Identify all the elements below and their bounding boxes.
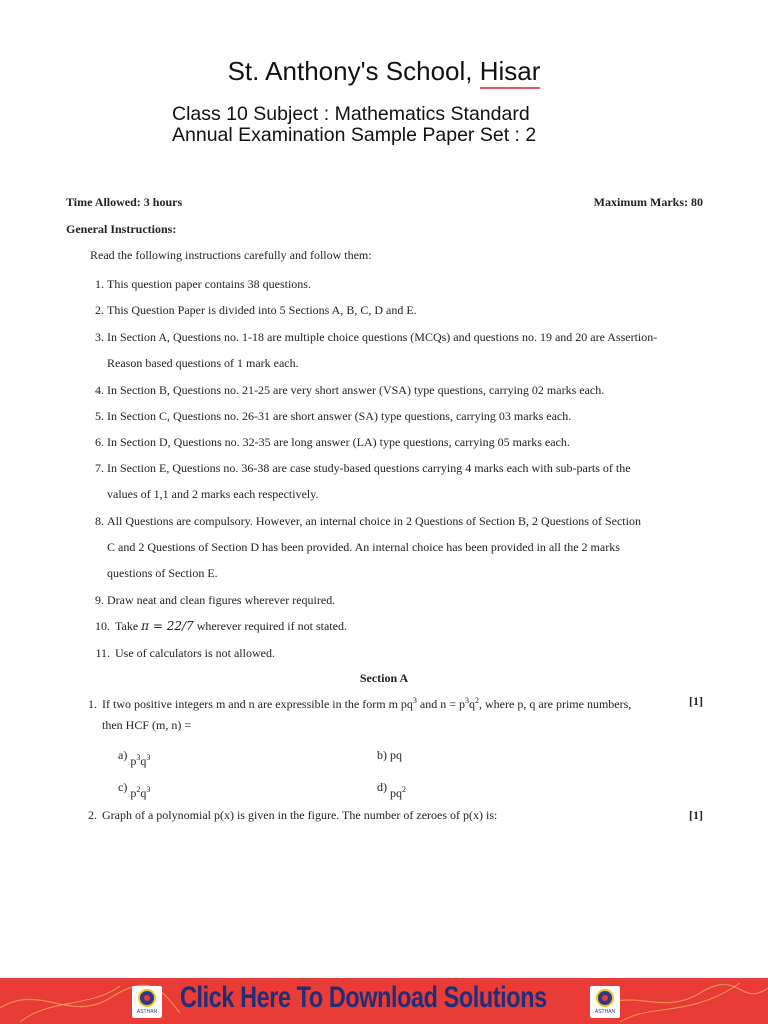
q1-exp-a: 3 bbox=[412, 696, 417, 705]
instruction-number: 7. bbox=[95, 461, 104, 475]
instruction-text: questions of Section E. bbox=[107, 566, 218, 580]
exp: 3 bbox=[146, 753, 151, 762]
q1-text-d: , where p, q are prime numbers, bbox=[479, 697, 632, 711]
school-logo-icon bbox=[590, 986, 620, 1018]
download-solutions-banner[interactable] bbox=[0, 978, 768, 1024]
exp: 2 bbox=[136, 785, 141, 794]
exp: 3 bbox=[136, 753, 141, 762]
option-label: a) bbox=[118, 748, 128, 762]
exp: 3 bbox=[146, 785, 151, 794]
instruction-number: 4. bbox=[95, 383, 104, 397]
pi-formula: π = 22/7 bbox=[141, 619, 194, 633]
instruction-text: values of 1,1 and 2 marks each respectively. bbox=[107, 487, 319, 501]
option-value bbox=[390, 786, 406, 800]
instruction-text: In Section E, Questions no. 36-38 are case study-based questions carrying 4 marks each with sub-parts of the bbox=[107, 461, 631, 475]
option-value: pq bbox=[390, 748, 402, 762]
instruction-number: 3. bbox=[95, 330, 104, 344]
instruction-number: 10. bbox=[95, 619, 110, 633]
instruction-number: 2. bbox=[95, 303, 104, 317]
download-solutions-link[interactable]: Click Here To Download Solutions bbox=[180, 981, 547, 1014]
option-a bbox=[118, 748, 151, 768]
instruction-text: Reason based questions of 1 mark each. bbox=[107, 356, 299, 370]
school-place: Hisar bbox=[480, 56, 541, 89]
var-p: p bbox=[130, 786, 137, 800]
instruction-text: In Section C, Questions no. 26-31 are short answer (SA) type questions, carrying 03 marks each. bbox=[107, 409, 572, 423]
option-c bbox=[118, 780, 151, 800]
instruction-number: 1. bbox=[95, 277, 104, 291]
instruction-number: 5. bbox=[95, 409, 104, 423]
q1-text-b: and n = p bbox=[416, 697, 466, 711]
instruction-text: In Section D, Questions no. 32-35 are long answer (LA) type questions, carrying 05 marks each. bbox=[107, 435, 570, 449]
instruction-number: 9. bbox=[95, 593, 104, 607]
option-label: c) bbox=[118, 780, 128, 794]
instruction-text: This Question Paper is divided into 5 Sections A, B, C, D and E. bbox=[107, 303, 417, 317]
instructions-intro: Read the following instructions carefully and follow them: bbox=[90, 248, 372, 262]
var-p: p bbox=[130, 754, 137, 768]
option-value bbox=[130, 754, 150, 768]
general-instructions-heading: General Instructions: bbox=[66, 222, 177, 236]
instruction-text bbox=[115, 619, 347, 634]
school-logo-icon bbox=[132, 986, 162, 1018]
subject-line: Class 10 Subject : Mathematics Standard bbox=[172, 103, 530, 125]
q1-text-c: q bbox=[469, 697, 476, 711]
question-marks: [1] bbox=[689, 808, 703, 822]
q1-exp-b: 3 bbox=[465, 696, 470, 705]
badge-text: ASTHAN bbox=[136, 1009, 158, 1015]
option-b bbox=[377, 748, 402, 763]
school-title bbox=[0, 56, 768, 87]
q1-text-a: If two positive integers m and n are expressible in the form m pq bbox=[102, 697, 413, 711]
question-text bbox=[102, 697, 631, 712]
instruction-text: In Section B, Questions no. 21-25 are very short answer (VSA) type questions, carrying 02 marks each. bbox=[107, 383, 605, 397]
question-text: Graph of a polynomial p(x) is given in the figure. The number of zeroes of p(x) is: bbox=[102, 808, 498, 822]
time-allowed: Time Allowed: 3 hours bbox=[66, 195, 183, 209]
instruction-post: wherever required if not stated. bbox=[193, 619, 347, 633]
instruction-number: 11. bbox=[95, 646, 110, 660]
instruction-pre: Take bbox=[115, 619, 142, 633]
instruction-text: All Questions are compulsory. However, an internal choice in 2 Questions of Section B, 2 Questions of Section bbox=[107, 514, 641, 528]
instruction-text: In Section A, Questions no. 1-18 are multiple choice questions (MCQs) and questions no. 19 and 20 are Assertion- bbox=[107, 330, 658, 344]
question-number: 1. bbox=[88, 697, 97, 711]
question-text-line2: then HCF (m, n) = bbox=[102, 718, 192, 732]
section-a-heading: Section A bbox=[359, 671, 409, 685]
instruction-text: Draw neat and clean figures wherever required. bbox=[107, 593, 336, 607]
paper-subtitle bbox=[172, 104, 536, 146]
instruction-text: C and 2 Questions of Section D has been provided. An internal choice has been provided in all the 2 marks bbox=[107, 540, 620, 554]
option-label: d) bbox=[377, 780, 387, 794]
school-name: St. Anthony's School, bbox=[227, 56, 473, 86]
instruction-number: 6. bbox=[95, 435, 104, 449]
var-pq: pq bbox=[390, 786, 402, 800]
option-d bbox=[377, 780, 406, 800]
paper-set-line: Annual Examination Sample Paper Set : 2 bbox=[172, 124, 537, 146]
question-marks: [1] bbox=[689, 694, 703, 708]
question-number: 2. bbox=[88, 808, 97, 822]
option-label: b) bbox=[377, 748, 387, 762]
maximum-marks: Maximum Marks: 80 bbox=[593, 195, 703, 209]
instruction-text: Use of calculators is not allowed. bbox=[115, 646, 275, 660]
instruction-text: This question paper contains 38 questions. bbox=[107, 277, 311, 291]
instruction-number: 8. bbox=[95, 514, 104, 528]
badge-text: ASTHAN bbox=[594, 1009, 616, 1015]
exp: 2 bbox=[402, 785, 406, 794]
var-q: q bbox=[140, 754, 147, 768]
option-value bbox=[130, 786, 150, 800]
var-q: q bbox=[140, 786, 147, 800]
q1-exp-c: 2 bbox=[475, 696, 480, 705]
